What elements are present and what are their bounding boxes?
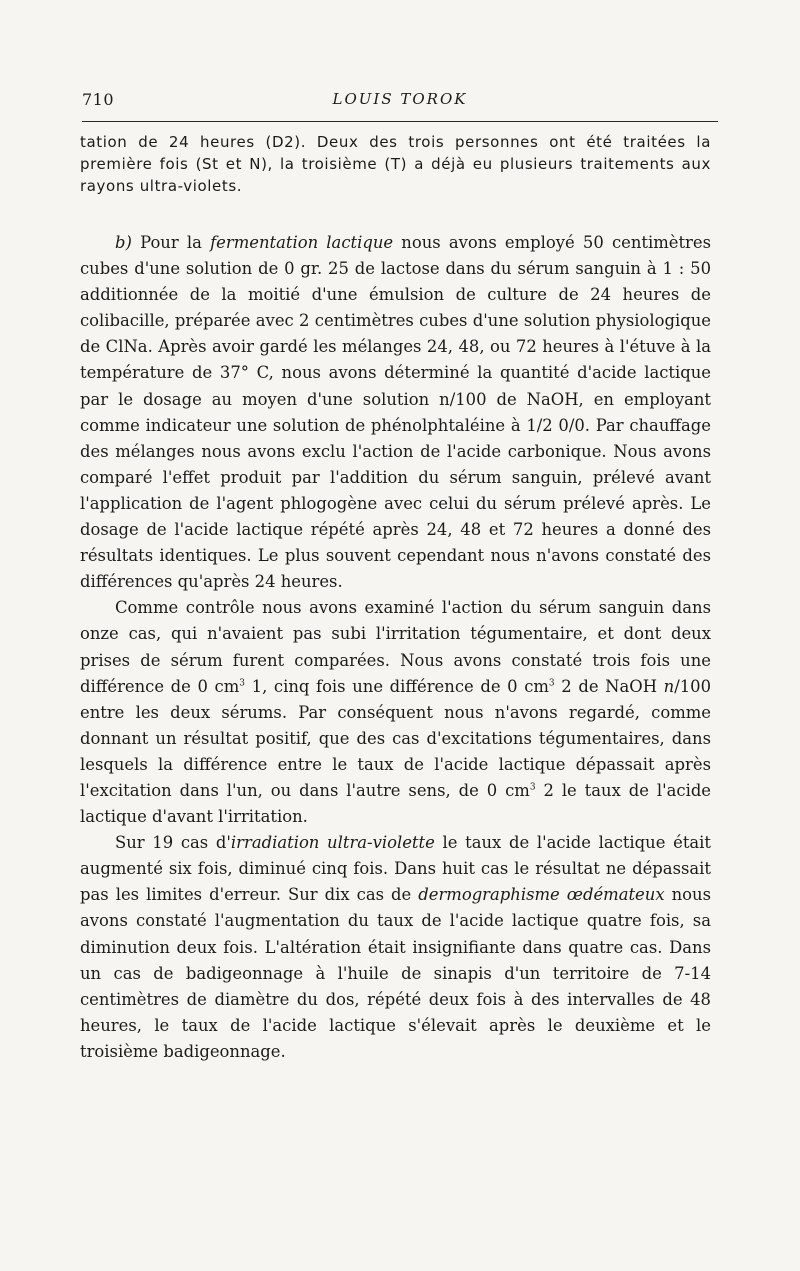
- text-run: 2 le taux de l'acide lactique d'avant l'irritation.: [80, 780, 712, 827]
- text-run: /100 entre les deux sérums. Par conséquent nous n'avons regardé, comme donnant un résultat positif, que des cas d'excitations tégumentaires, dans lesquels la différence entre le taux de l'acide lactique dépassait après l'excitation dans l'un, ou dans l'autre sens, de 0 cm: [80, 676, 711, 800]
- text-run: Pour la: [131, 233, 211, 252]
- text-run: nous avons employé 50 centimètres cubes d'une solution de 0 gr. 25 de lactose dans du sérum sanguin à 1 : 50 additionnée de la moitié d'une émulsion de culture de 24 heures de colibacille, préparée avec 2 centimètres cubes d'une solution physiologique de ClNa. Après avoir gardé les mélanges 24, 48, ou 72 heures à l'étuve à la température de 37° C, nous avons déterminé la quantité d'acide lactique par le dosage au moyen d'une solution n/100 de NaOH, en employant comme indicateur une solution de phénolphtaléine à 1/2 0/0. Par chauffage des mélanges nous avons exclu l'action de l'acide carbonique. Nous avons comparé l'effet produit par l'addition du sérum sanguin, prélevé avant l'application de l'agent phlogogène avec celui du sérum prélevé après. Le dosage de l'acide lactique répété après 24, 48 et 72 heures a donné des résultats identiques. Le plus souvent cependant nous n'avons constaté des différences qu'après 24 heures.: [80, 233, 712, 592]
- paragraph-fermentation: [80, 230, 711, 595]
- paragraph-results: [80, 830, 711, 1065]
- body-text: [80, 131, 711, 1065]
- emphasis-term: dermographisme œdémateux: [418, 885, 665, 905]
- page-number: 710: [82, 90, 115, 109]
- text-run: nous avons constaté l'augmentation du taux de l'acide lactique quatre fois, sa diminution deux fois. L'altération était insignifiante dans quatre cas. Dans un cas de badigeonnage à l'huile de sinapis d'un territoire de 7-14 centimètres de diamètre du dos, répété deux fois à des intervalles de 48 heures, le taux de l'acide lactique s'élevait après le deuxième et le troisième badigeonnage.: [80, 885, 711, 1061]
- paragraph-continuation: tation de 24 heures (D2). Deux des trois personnes ont été traitées la première fois (St et N), la troisième (T) a déjà eu plusieurs traitements aux rayons ultra-violets.: [80, 133, 711, 195]
- text-run: Sur 19 cas d': [115, 833, 231, 853]
- superscript: 3: [239, 678, 246, 689]
- text-run: 2 de NaOH: [554, 676, 664, 696]
- superscript: 3: [529, 782, 536, 793]
- section-marker: b): [115, 233, 132, 252]
- emphasis-term: n: [663, 676, 675, 696]
- text-run: 1, cinq fois une différence de 0 cm: [245, 676, 549, 696]
- superscript: 3: [548, 678, 555, 689]
- text-run: Comme contrôle nous avons examiné l'action du sérum sanguin dans onze cas, qui n'avaient pas subi l'irritation tégumentaire, et dont deux prises de sérum furent comparées. Nous avons constaté trois fois une différence de 0 cm: [80, 598, 711, 696]
- emphasis-term: fermentation lactique: [210, 233, 394, 252]
- page-header: [82, 90, 718, 110]
- text-run: le taux de l'acide lactique était augmenté six fois, diminué cinq fois. Dans huit cas le résultat ne dépassait pas les limites d'erreur. Sur dix cas de: [80, 833, 712, 905]
- paragraph-control: [80, 595, 711, 830]
- running-head: LOUIS TOROK: [332, 90, 468, 108]
- header-rule: [82, 121, 718, 122]
- emphasis-term: irradiation ultra-violette: [230, 833, 435, 853]
